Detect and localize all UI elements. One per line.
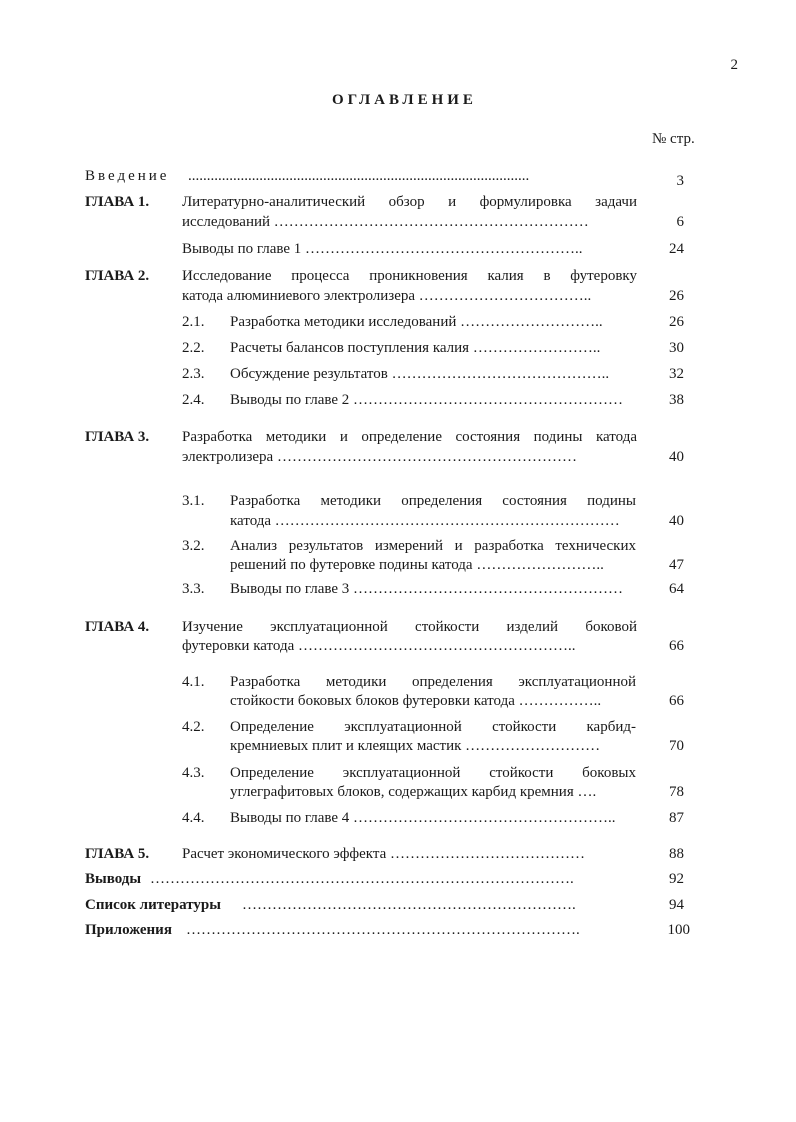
ch4-s4-page: 87 [669, 810, 684, 826]
ch5-page: 88 [669, 846, 684, 862]
ch3-s1-num: 3.1. [182, 493, 205, 509]
ch1-label: ГЛАВА 1. [85, 194, 150, 210]
ch4-s4-num: 4.4. [182, 810, 205, 826]
ch2-s1-page: 26 [669, 314, 684, 330]
appendix-label: Приложения [85, 922, 172, 938]
ch4-s2-line1: Определение эксплуатационной стойкости карбид- [230, 719, 636, 735]
ch1-page: 6 [676, 214, 684, 230]
ch2-s2-text: Расчеты балансов поступления калия …………………….. [230, 340, 601, 356]
intro-page: 3 [676, 173, 684, 189]
ch4-s2-line2: кремниевых плит и клеящих мастик ……………………… [230, 738, 601, 754]
ch4-label: ГЛАВА 4. [85, 619, 150, 635]
ch2-s1-num: 2.1. [182, 314, 205, 330]
ch2-s3-num: 2.3. [182, 366, 205, 382]
ch2-s4-text: Выводы по главе 2 ……………………………………………… [230, 392, 624, 408]
ch2-s3-text: Обсуждение результатов …………………………………….. [230, 366, 610, 382]
ch1-conclusion: Выводы по главе 1 ……………………………………………….. [182, 241, 583, 257]
references-page: 94 [669, 897, 684, 913]
conclusions-page: 92 [669, 871, 684, 887]
conclusions-label: Выводы [85, 871, 142, 887]
references-dots: …………………………………………………………. [242, 897, 576, 913]
ch4-s3-line2: углеграфитовых блоков, содержащих карбид кремния …. [230, 784, 597, 800]
ch4-s1-page: 66 [669, 693, 684, 709]
ch2-s2-page: 30 [669, 340, 684, 356]
ch1-conclusion-page: 24 [669, 241, 684, 257]
ch4-s1-num: 4.1. [182, 674, 205, 690]
ch4-s4-text: Выводы по главе 4 …………………………………………….. [230, 810, 616, 826]
toc-title: ОГЛАВЛЕНИЕ [332, 92, 477, 108]
references-label: Список литературы [85, 897, 221, 913]
ch1-title-line1: Литературно-аналитический обзор и формулировка задачи [182, 194, 637, 210]
ch3-s3-num: 3.3. [182, 581, 205, 597]
ch4-title-line1: Изучение эксплуатационной стойкости изделий боковой [182, 619, 637, 635]
ch3-s2-page: 47 [669, 557, 684, 573]
ch3-s1-line2: катода …………………………………………………………… [230, 513, 620, 529]
intro-label: Введение [85, 168, 170, 184]
ch2-title-line1: Исследование процесса проникновения калия в футеровку [182, 268, 637, 284]
page-number: 2 [730, 57, 738, 73]
ch4-s2-num: 4.2. [182, 719, 205, 735]
ch2-s1-text: Разработка методики исследований ……………………….. [230, 314, 603, 330]
ch2-label: ГЛАВА 2. [85, 268, 150, 284]
ch4-title-line2: футеровки катода ……………………………………………….. [182, 638, 576, 654]
ch4-s1-line1: Разработка методики определения эксплуатационной [230, 674, 636, 690]
ch4-s3-page: 78 [669, 784, 684, 800]
ch2-s2-num: 2.2. [182, 340, 205, 356]
ch3-page: 40 [669, 449, 684, 465]
ch5-label: ГЛАВА 5. [85, 846, 150, 862]
ch4-s3-num: 4.3. [182, 765, 205, 781]
ch4-s2-page: 70 [669, 738, 684, 754]
ch2-s4-num: 2.4. [182, 392, 205, 408]
ch5-text: Расчет экономического эффекта ………………………………… [182, 846, 585, 862]
appendix-page: 100 [667, 922, 690, 938]
ch2-title-line2: катода алюминиевого электролизера …………………………….. [182, 288, 592, 304]
ch3-s2-line1: Анализ результатов измерений и разработка технических [230, 538, 636, 554]
ch2-s4-page: 38 [669, 392, 684, 408]
intro-dots: ........................................................................................... [188, 168, 530, 184]
ch3-title-line1: Разработка методики и определение состояния подины катода [182, 429, 637, 445]
conclusions-dots: …………………………………………………………………………. [150, 871, 574, 887]
ch4-s1-line2: стойкости боковых блоков футеровки катода …………….. [230, 693, 602, 709]
ch1-title-line2: исследований ……………………………………………………… [182, 214, 589, 230]
page-column-header: № стр. [652, 131, 695, 147]
ch3-label: ГЛАВА 3. [85, 429, 150, 445]
appendix-dots: ……………………………………………………………………. [186, 922, 580, 938]
ch3-s2-num: 3.2. [182, 538, 205, 554]
ch3-s1-line1: Разработка методики определения состояния подины [230, 493, 636, 509]
ch4-page: 66 [669, 638, 684, 654]
ch4-s3-line1: Определение эксплуатационной стойкости боковых [230, 765, 636, 781]
ch3-s3-text: Выводы по главе 3 ……………………………………………… [230, 581, 624, 597]
ch3-s1-page: 40 [669, 513, 684, 529]
ch2-page: 26 [669, 288, 684, 304]
ch3-s3-page: 64 [669, 581, 684, 597]
ch3-title-line2: электролизера …………………………………………………… [182, 449, 577, 465]
ch3-s2-line2: решений по футеровке подины катода …………………….. [230, 557, 604, 573]
ch2-s3-page: 32 [669, 366, 684, 382]
